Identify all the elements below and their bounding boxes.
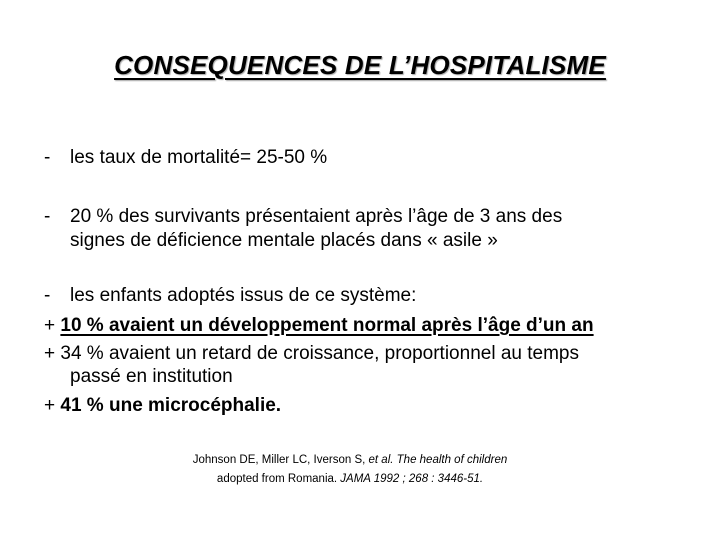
reference-journal: JAMA 1992 ; 268 : 3446-51. <box>340 473 484 485</box>
stat-text: 34 % avaient un retard de croissance, proportionnel au temps <box>60 343 579 364</box>
stat-normal-development <box>44 313 594 339</box>
bullet-adopted <box>44 283 416 309</box>
bullet-mortality <box>44 145 327 171</box>
stat-text: 10 % avaient un développement normal après l’âge d’un an <box>60 315 594 336</box>
bullet-text: les taux de mortalité= 25-50 % <box>70 147 328 168</box>
bullet-text: les enfants adoptés issus de ce système: <box>70 285 417 306</box>
plus-marker: + <box>44 395 56 416</box>
reference-title: et al. The health of children <box>368 454 508 466</box>
bullet-marker: - <box>44 206 51 227</box>
bullet-marker: - <box>44 147 51 168</box>
reference-authors: Johnson DE, Miller LC, Iverson S, <box>192 454 369 466</box>
slide-title: CONSEQUENCES DE L’HOSPITALISME <box>114 50 606 80</box>
stat-growth-delay-continued: passé en institution <box>70 366 233 387</box>
stat-text: 41 % une microcéphalie. <box>60 395 282 416</box>
bullet-marker: - <box>44 285 51 306</box>
reference-line-1 <box>120 451 580 470</box>
bullet-survivors <box>44 204 562 230</box>
reference-citation <box>120 451 580 489</box>
reference-title-end: adopted from Romania. <box>216 473 341 485</box>
stat-microcephaly <box>44 393 281 419</box>
reference-line-2 <box>120 470 580 489</box>
plus-marker: + <box>44 343 56 364</box>
bullet-survivors-continued: signes de déficience mentale placés dans « asile » <box>70 230 498 251</box>
bullet-text: 20 % des survivants présentaient après l’âge de 3 ans des <box>70 206 563 227</box>
plus-marker: + <box>44 315 56 336</box>
